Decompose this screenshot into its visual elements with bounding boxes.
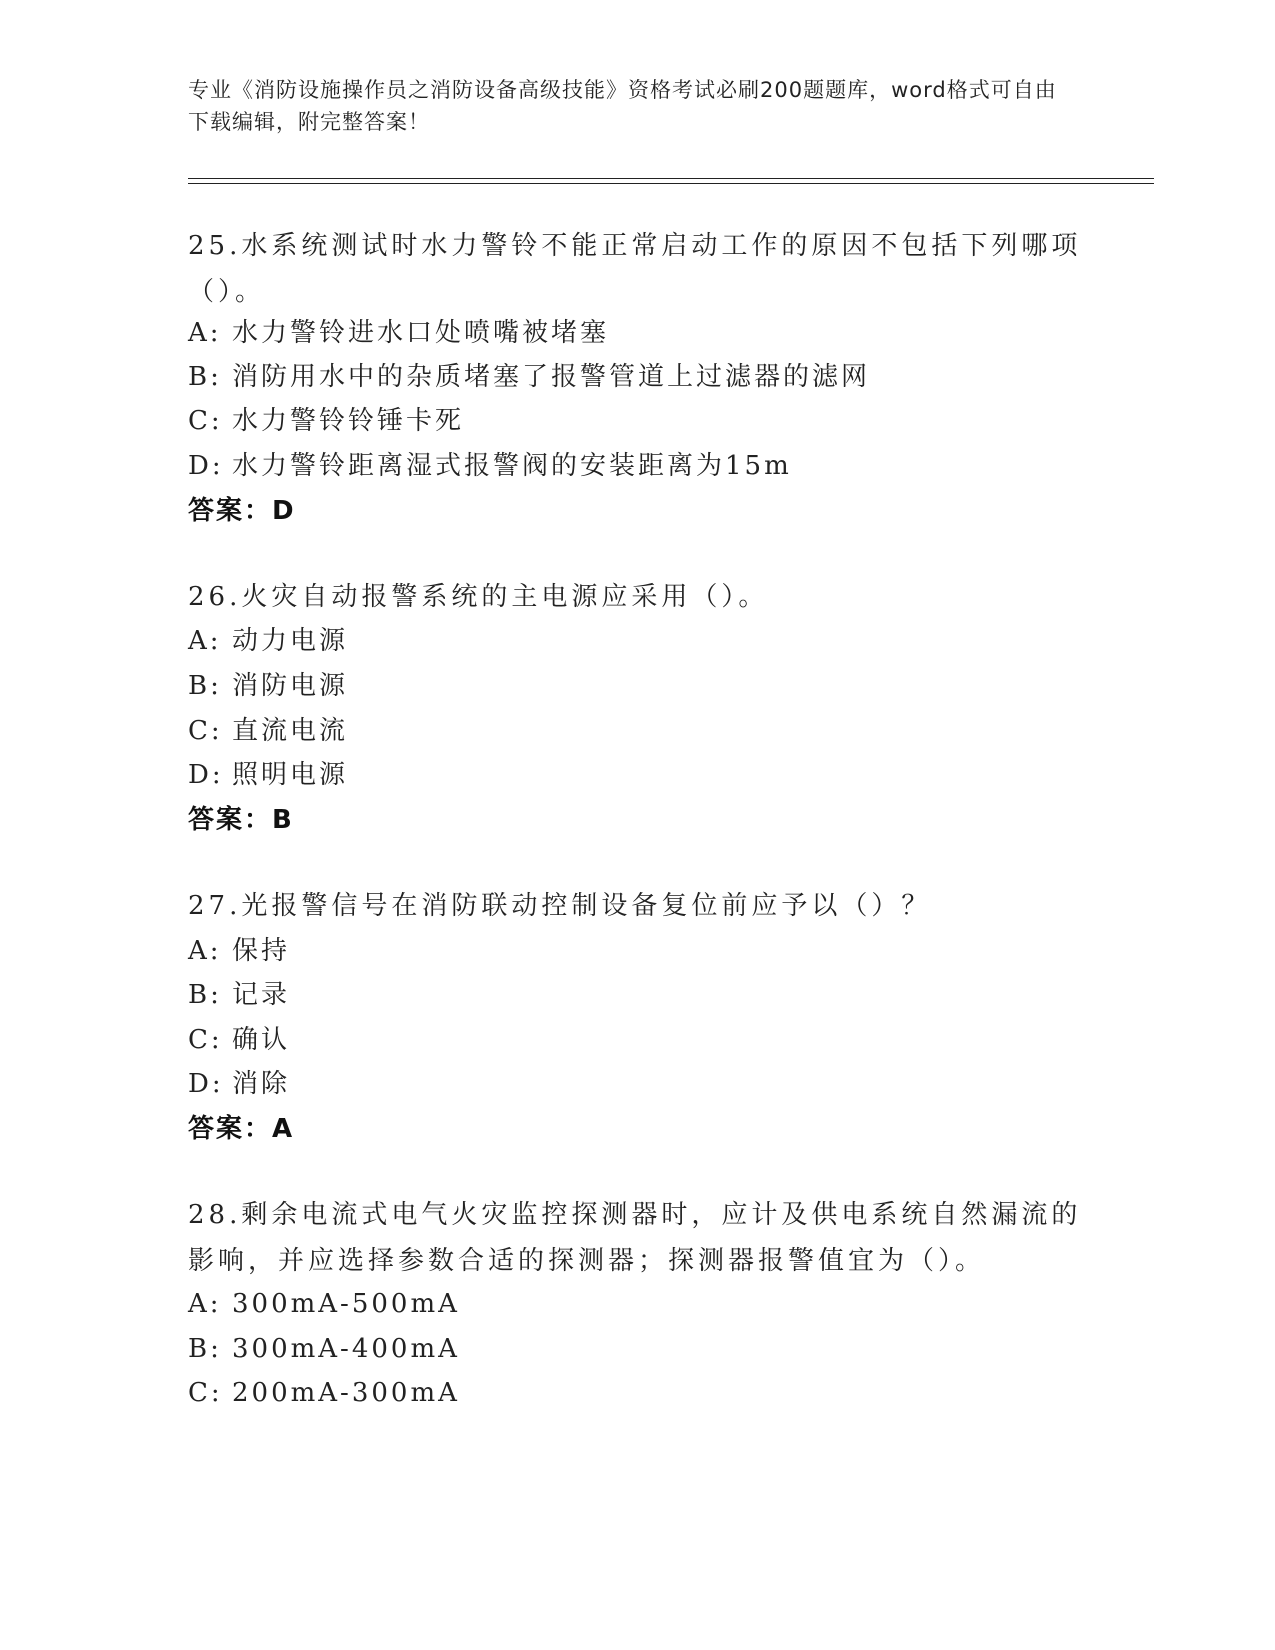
- option-text: 确认: [232, 1025, 291, 1055]
- option-letter: B:: [188, 980, 222, 1010]
- option-b: [188, 972, 290, 1018]
- option-d: [188, 752, 348, 798]
- option-a: [188, 928, 290, 974]
- option-a: [188, 1281, 460, 1327]
- option-letter: A:: [188, 318, 222, 348]
- option-text: 300mA-400mA: [232, 1334, 460, 1364]
- option-a: [188, 618, 348, 664]
- option-letter: C:: [188, 1025, 223, 1055]
- question-stem: 25.水系统测试时水力警铃不能正常启动工作的原因不包括下列哪项（）。: [188, 231, 1082, 307]
- header-divider-bottom: [188, 183, 1154, 184]
- option-letter: C:: [188, 406, 223, 436]
- option-text: 300mA-500mA: [232, 1289, 460, 1319]
- option-letter: B:: [188, 671, 222, 701]
- option-text: 保持: [232, 936, 291, 966]
- option-d: [188, 1061, 290, 1107]
- answer-label: 答案：A: [188, 1114, 295, 1144]
- option-d: [188, 443, 792, 489]
- option-letter: D:: [188, 451, 224, 481]
- option-text: 直流电流: [232, 716, 349, 746]
- option-b: [188, 1326, 460, 1372]
- option-letter: D:: [188, 1069, 224, 1099]
- option-letter: C:: [188, 1378, 223, 1408]
- option-text: 200mA-300mA: [232, 1378, 460, 1408]
- option-text: 水力警铃进水口处喷嘴被堵塞: [232, 318, 610, 348]
- option-c: [188, 708, 348, 754]
- option-text: 消防用水中的杂质堵塞了报警管道上过滤器的滤网: [232, 362, 871, 392]
- header-divider-top: [188, 178, 1154, 179]
- question-stem: 28.剩余电流式电气火灾监控探测器时，应计及供电系统自然漏流的影响，并应选择参数合适的探测器；探测器报警值宜为（）。: [188, 1200, 1082, 1276]
- option-letter: B:: [188, 1334, 222, 1364]
- option-letter: D:: [188, 760, 224, 790]
- option-letter: C:: [188, 716, 223, 746]
- option-letter: B:: [188, 362, 222, 392]
- option-text: 记录: [232, 980, 291, 1010]
- option-text: 照明电源: [232, 760, 349, 790]
- option-text: 动力电源: [232, 626, 349, 656]
- option-letter: A:: [188, 936, 222, 966]
- option-c: [188, 398, 464, 444]
- question-stem: 27.光报警信号在消防联动控制设备复位前应予以（）？: [188, 891, 932, 921]
- document-header: 专业《消防设施操作员之消防设备高级技能》资格考试必刷200题题库，word格式可自由下载编辑，附完整答案！: [188, 78, 1057, 134]
- option-b: [188, 663, 348, 709]
- option-c: [188, 1370, 460, 1416]
- option-c: [188, 1017, 290, 1063]
- option-letter: A:: [188, 626, 222, 656]
- option-text: 消防电源: [232, 671, 349, 701]
- option-text: 水力警铃距离湿式报警阀的安装距离为15m: [232, 451, 792, 481]
- option-a: [188, 310, 609, 356]
- answer-label: 答案：D: [188, 496, 296, 526]
- option-letter: A:: [188, 1289, 222, 1319]
- option-b: [188, 354, 870, 400]
- option-text: 水力警铃铃锤卡死: [232, 406, 465, 436]
- answer-label: 答案：B: [188, 805, 294, 835]
- question-stem: 26.火灾自动报警系统的主电源应采用（）。: [188, 582, 769, 612]
- option-text: 消除: [232, 1069, 291, 1099]
